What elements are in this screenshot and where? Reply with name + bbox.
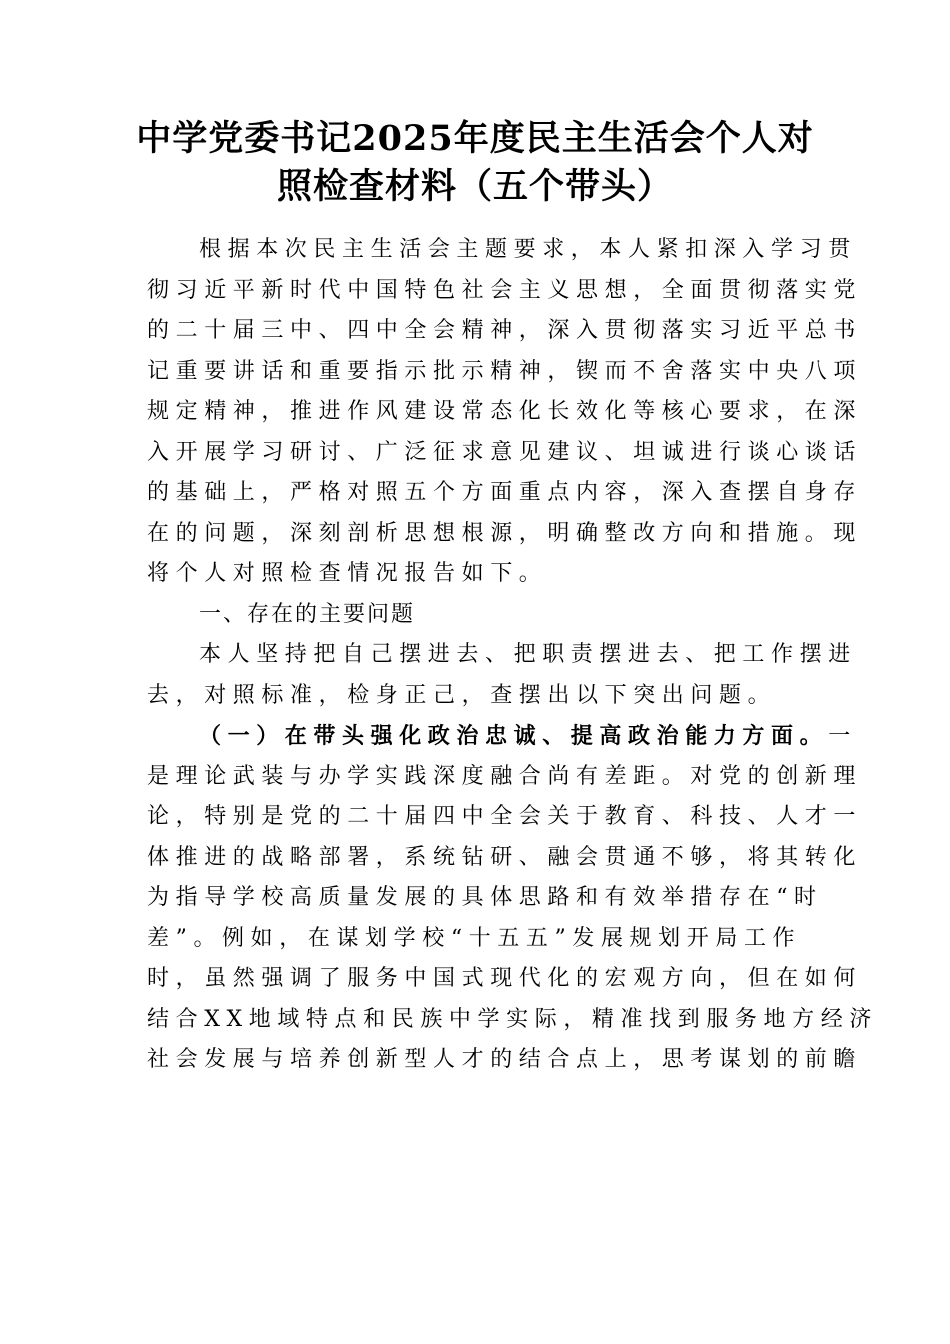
- subsection-line: 为指导学校高质量发展的具体思路和有效举措存在“时: [147, 885, 823, 910]
- title-line-2: 照检查材料（五个带头）: [276, 166, 673, 207]
- subsection-line: 是理论武装与办学实践深度融合尚有差距。对党的创新理: [147, 763, 863, 789]
- intro-line: 的二十届三中、四中全会精神，深入贯彻落实习近平总书: [147, 318, 863, 343]
- intro-line: 在的问题，深刻剖析思想根源，明确整改方向和措施。现: [147, 520, 863, 546]
- intro-line: 记重要讲话和重要指示批示精神，锲而不舍落实中央八项: [147, 358, 863, 384]
- subsection-line: 社会发展与培养创新型人才的结合点上，思考谋划的前瞻: [147, 1047, 863, 1072]
- intro-line: 的基础上，严格对照五个方面重点内容，深入查摆自身存: [147, 480, 863, 505]
- section-line: 去，对照标准，检身正己，查摆出以下突出问题。: [147, 682, 777, 708]
- subsection-lead-rest: 一: [828, 724, 857, 749]
- subsection-line: 论，特别是党的二十届四中全会关于教育、科技、人才一: [147, 804, 863, 829]
- subsection-heading: （一）在带头强化政治忠诚、提高政治能力方面。: [199, 723, 829, 749]
- subsection-line: 体推进的战略部署，系统钻研、融会贯通不够，将其转化: [147, 844, 863, 870]
- intro-line: 将个人对照检查情况报告如下。: [147, 561, 548, 586]
- document-body: [147, 230, 878, 1081]
- intro-line: 彻习近平新时代中国特色社会主义思想，全面贯彻落实党: [147, 277, 863, 303]
- subsection-line: 时，虽然强调了服务中国式现代化的宏观方向，但在如何: [147, 966, 863, 991]
- document-title: [120, 115, 830, 211]
- subsection-line: 结合XX地域特点和民族中学实际，精准找到服务地方经济: [147, 1006, 878, 1032]
- intro-line: 入开展学习研讨、广泛征求意见建议、坦诚进行谈心谈话: [147, 439, 863, 465]
- title-line-1: 中学党委书记2025年度民主生活会个人对: [136, 118, 814, 159]
- subsection-lead-line: [147, 716, 857, 757]
- intro-line: 规定精神，推进作风建设常态化长效化等核心要求，在深: [147, 399, 863, 424]
- section-heading: 一、存在的主要问题: [199, 601, 416, 627]
- section-line: 本人坚持把自己摆进去、把职责摆进去、把工作摆进: [199, 642, 857, 667]
- intro-line: 根据本次民主生活会主题要求，本人紧扣深入学习贯: [199, 237, 857, 262]
- subsection-line: 差”。例如，在谋划学校“十五五”发展规划开局工作: [147, 925, 802, 951]
